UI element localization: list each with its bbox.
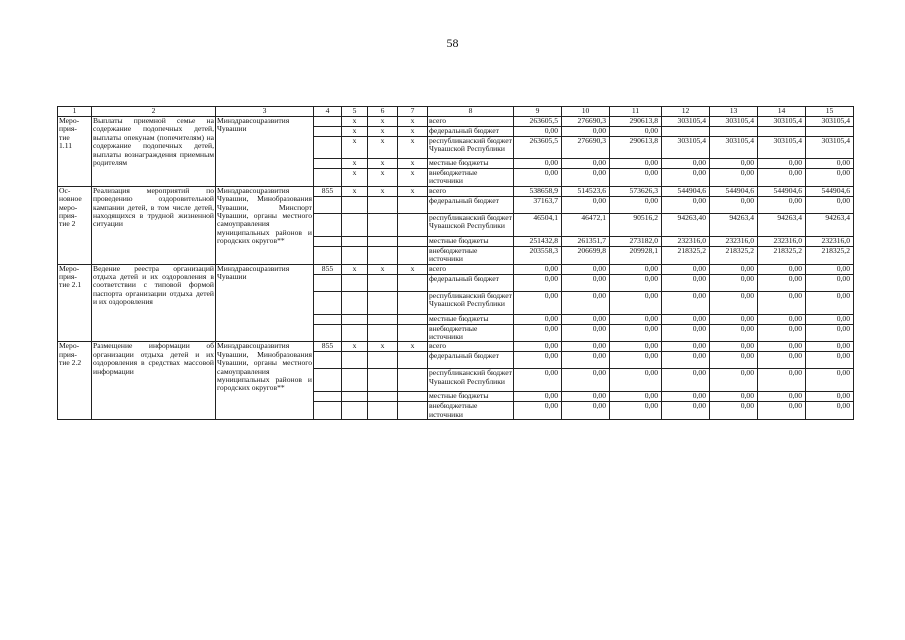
funding-source: всего xyxy=(428,264,514,274)
amount-cell: 232316,0 xyxy=(710,236,758,246)
amount-cell: 0,00 xyxy=(758,352,806,369)
amount-cell: 290613,8 xyxy=(610,137,662,159)
code-cell: х xyxy=(398,127,428,137)
amount-cell: 263605,5 xyxy=(514,137,562,159)
amount-cell: 0,00 xyxy=(514,352,562,369)
header-cell: 1 xyxy=(58,107,92,117)
amount-cell: 232316,0 xyxy=(806,236,854,246)
amount-cell xyxy=(662,127,710,137)
code-cell xyxy=(368,291,398,314)
amount-cell: 0,00 xyxy=(662,274,710,291)
code-cell xyxy=(314,352,342,369)
amount-cell: 276690,3 xyxy=(562,117,610,127)
amount-cell: 0,00 xyxy=(758,392,806,402)
amount-cell: 303105,4 xyxy=(662,137,710,159)
code-cell: х xyxy=(368,127,398,137)
funding-source: федеральный бюджет xyxy=(428,352,514,369)
amount-cell: 303105,4 xyxy=(758,137,806,159)
header-cell: 9 xyxy=(514,107,562,117)
amount-cell: 0,00 xyxy=(710,169,758,187)
amount-cell: 90516,2 xyxy=(610,213,662,236)
header-cell: 5 xyxy=(342,107,368,117)
header-cell: 7 xyxy=(398,107,428,117)
amount-cell: 0,00 xyxy=(662,196,710,213)
amount-cell: 0,00 xyxy=(758,264,806,274)
code-cell xyxy=(342,392,368,402)
funding-source: местные бюджеты xyxy=(428,314,514,324)
header-cell: 13 xyxy=(710,107,758,117)
code-cell xyxy=(368,246,398,264)
amount-cell: 0,00 xyxy=(514,274,562,291)
code-cell: х xyxy=(368,169,398,187)
amount-cell: 0,00 xyxy=(806,392,854,402)
amount-cell: 0,00 xyxy=(710,314,758,324)
amount-cell: 0,00 xyxy=(710,342,758,352)
amount-cell: 0,00 xyxy=(514,402,562,420)
amount-cell: 0,00 xyxy=(610,342,662,352)
amount-cell: 0,00 xyxy=(710,274,758,291)
funding-source: местные бюджеты xyxy=(428,392,514,402)
amount-cell: 0,00 xyxy=(662,324,710,342)
amount-cell: 0,00 xyxy=(610,369,662,392)
amount-cell: 0,00 xyxy=(562,196,610,213)
amount-cell: 0,00 xyxy=(562,324,610,342)
code-cell: 855 xyxy=(314,264,342,274)
amount-cell: 218325,2 xyxy=(662,246,710,264)
measure-id: Ос- новное меро- прия- тие 2 xyxy=(58,186,92,264)
code-cell xyxy=(342,352,368,369)
amount-cell: 303105,4 xyxy=(806,117,854,127)
amount-cell: 0,00 xyxy=(610,264,662,274)
amount-cell: 0,00 xyxy=(610,159,662,169)
amount-cell: 0,00 xyxy=(662,169,710,187)
amount-cell: 218325,2 xyxy=(710,246,758,264)
code-cell: х xyxy=(342,117,368,127)
code-cell xyxy=(314,117,342,127)
code-cell: х xyxy=(398,117,428,127)
code-cell: х xyxy=(398,342,428,352)
amount-cell: 263605,5 xyxy=(514,117,562,127)
amount-cell: 573626,3 xyxy=(610,186,662,196)
funding-source: всего xyxy=(428,342,514,352)
amount-cell xyxy=(806,127,854,137)
amount-cell: 0,00 xyxy=(758,369,806,392)
code-cell: х xyxy=(368,137,398,159)
amount-cell: 218325,2 xyxy=(806,246,854,264)
amount-cell: 0,00 xyxy=(610,314,662,324)
executor: Минздравсоцразвития Чувашии xyxy=(216,264,314,342)
executor: Минздравсоцразвития Чувашии, Минобразования Чувашии, органы местного самоуправления муниципальных районов и городских округов** xyxy=(216,342,314,420)
measure-id: Меро- прия- тие 2.1 xyxy=(58,264,92,342)
amount-cell: 0,00 xyxy=(758,169,806,187)
amount-cell: 0,00 xyxy=(662,352,710,369)
amount-cell: 0,00 xyxy=(514,342,562,352)
code-cell: х xyxy=(368,159,398,169)
amount-cell: 0,00 xyxy=(514,392,562,402)
funding-source: всего xyxy=(428,186,514,196)
code-cell: х xyxy=(398,169,428,187)
code-cell xyxy=(342,213,368,236)
amount-cell: 0,00 xyxy=(758,274,806,291)
code-cell xyxy=(342,236,368,246)
amount-cell: 0,00 xyxy=(710,196,758,213)
code-cell: 855 xyxy=(314,186,342,196)
amount-cell: 0,00 xyxy=(806,314,854,324)
code-cell xyxy=(398,352,428,369)
code-cell xyxy=(314,369,342,392)
amount-cell: 0,00 xyxy=(610,402,662,420)
funding-source: внебюджетные источники xyxy=(428,246,514,264)
code-cell xyxy=(342,291,368,314)
funding-source: федеральный бюджет xyxy=(428,196,514,213)
code-cell xyxy=(314,314,342,324)
amount-cell: 0,00 xyxy=(662,264,710,274)
code-cell xyxy=(368,324,398,342)
funding-source: местные бюджеты xyxy=(428,236,514,246)
header-cell: 2 xyxy=(92,107,216,117)
amount-cell: 0,00 xyxy=(806,402,854,420)
funding-source: местные бюджеты xyxy=(428,159,514,169)
amount-cell: 0,00 xyxy=(562,169,610,187)
amount-cell: 544904,6 xyxy=(710,186,758,196)
amount-cell: 0,00 xyxy=(562,392,610,402)
amount-cell: 0,00 xyxy=(514,314,562,324)
amount-cell xyxy=(758,127,806,137)
funding-source: федеральный бюджет xyxy=(428,127,514,137)
amount-cell: 0,00 xyxy=(610,127,662,137)
code-cell: х xyxy=(342,342,368,352)
amount-cell: 261351,7 xyxy=(562,236,610,246)
code-cell xyxy=(398,392,428,402)
code-cell xyxy=(314,169,342,187)
header-cell: 12 xyxy=(662,107,710,117)
amount-cell: 514523,6 xyxy=(562,186,610,196)
header-cell: 14 xyxy=(758,107,806,117)
amount-cell: 46504,1 xyxy=(514,213,562,236)
header-row xyxy=(58,107,854,117)
amount-cell: 0,00 xyxy=(710,264,758,274)
code-cell: х xyxy=(342,159,368,169)
amount-cell: 0,00 xyxy=(610,324,662,342)
financing-table xyxy=(57,106,854,420)
code-cell: 855 xyxy=(314,342,342,352)
amount-cell: 46472,1 xyxy=(562,213,610,236)
code-cell xyxy=(368,402,398,420)
funding-source: республиканский бюджет Чувашской Республики xyxy=(428,213,514,236)
code-cell xyxy=(398,196,428,213)
amount-cell: 0,00 xyxy=(758,314,806,324)
amount-cell: 0,00 xyxy=(514,127,562,137)
amount-cell: 0,00 xyxy=(514,291,562,314)
code-cell: х xyxy=(368,117,398,127)
amount-cell: 0,00 xyxy=(514,264,562,274)
code-cell: х xyxy=(342,137,368,159)
amount-cell: 303105,4 xyxy=(662,117,710,127)
code-cell xyxy=(398,246,428,264)
amount-cell: 0,00 xyxy=(806,291,854,314)
code-cell xyxy=(342,314,368,324)
table-row xyxy=(58,264,854,274)
code-cell xyxy=(398,213,428,236)
amount-cell: 232316,0 xyxy=(758,236,806,246)
amount-cell: 0,00 xyxy=(758,342,806,352)
code-cell xyxy=(398,291,428,314)
measure-name: Ведение реестра организаций отдыха детей и их оздоровления в соответствии с типовой формой паспорта организации отдыха детей и их оздоровления xyxy=(92,264,216,342)
amount-cell: 0,00 xyxy=(562,127,610,137)
amount-cell: 0,00 xyxy=(662,291,710,314)
amount-cell: 0,00 xyxy=(610,274,662,291)
amount-cell: 218325,2 xyxy=(758,246,806,264)
amount-cell: 0,00 xyxy=(514,369,562,392)
amount-cell: 290613,8 xyxy=(610,117,662,127)
header-cell: 4 xyxy=(314,107,342,117)
amount-cell: 0,00 xyxy=(610,169,662,187)
amount-cell: 0,00 xyxy=(806,342,854,352)
code-cell xyxy=(342,402,368,420)
code-cell: х xyxy=(368,264,398,274)
amount-cell: 209928,1 xyxy=(610,246,662,264)
amount-cell: 0,00 xyxy=(806,159,854,169)
amount-cell: 94263,4 xyxy=(758,213,806,236)
amount-cell: 273182,0 xyxy=(610,236,662,246)
amount-cell: 0,00 xyxy=(806,169,854,187)
amount-cell: 0,00 xyxy=(562,264,610,274)
code-cell xyxy=(314,274,342,291)
code-cell xyxy=(368,314,398,324)
code-cell xyxy=(314,137,342,159)
measure-name: Выплаты приемной семье на содержание подопечных детей, выплаты опекунам (попечителям) на содержание подопечных детей, выплаты вознаграждения приемным родителям xyxy=(92,117,216,187)
header-cell: 3 xyxy=(216,107,314,117)
amount-cell: 203558,3 xyxy=(514,246,562,264)
amount-cell: 0,00 xyxy=(562,352,610,369)
amount-cell: 0,00 xyxy=(562,291,610,314)
amount-cell: 544904,6 xyxy=(758,186,806,196)
amount-cell: 0,00 xyxy=(710,392,758,402)
amount-cell: 0,00 xyxy=(562,274,610,291)
amount-cell: 303105,4 xyxy=(806,137,854,159)
amount-cell: 0,00 xyxy=(562,314,610,324)
code-cell xyxy=(342,196,368,213)
code-cell: х xyxy=(342,127,368,137)
amount-cell: 0,00 xyxy=(562,402,610,420)
code-cell xyxy=(314,324,342,342)
funding-source: внебюджетные источники xyxy=(428,324,514,342)
header-cell: 15 xyxy=(806,107,854,117)
amount-cell: 251432,8 xyxy=(514,236,562,246)
executor: Минздравсоцразвития Чувашии, Минобразования Чувашии, Минспорт Чувашии, органы местного самоуправления муниципальных районов и городских округов** xyxy=(216,186,314,264)
code-cell xyxy=(314,213,342,236)
header-cell: 6 xyxy=(368,107,398,117)
code-cell xyxy=(314,127,342,137)
amount-cell: 0,00 xyxy=(514,159,562,169)
amount-cell: 0,00 xyxy=(710,352,758,369)
amount-cell: 0,00 xyxy=(710,402,758,420)
code-cell xyxy=(368,236,398,246)
code-cell xyxy=(342,324,368,342)
amount-cell: 37163,7 xyxy=(514,196,562,213)
code-cell: х xyxy=(342,169,368,187)
amount-cell: 0,00 xyxy=(662,342,710,352)
code-cell xyxy=(398,369,428,392)
page-number: 58 xyxy=(446,36,459,50)
code-cell: х xyxy=(368,342,398,352)
funding-source: всего xyxy=(428,117,514,127)
amount-cell: 0,00 xyxy=(562,342,610,352)
code-cell xyxy=(314,159,342,169)
code-cell xyxy=(398,402,428,420)
amount-cell: 0,00 xyxy=(610,291,662,314)
code-cell xyxy=(398,236,428,246)
amount-cell: 0,00 xyxy=(562,159,610,169)
amount-cell: 0,00 xyxy=(610,196,662,213)
code-cell xyxy=(342,246,368,264)
code-cell xyxy=(314,402,342,420)
amount-cell: 0,00 xyxy=(610,352,662,369)
code-cell: х xyxy=(398,137,428,159)
code-cell: х xyxy=(342,264,368,274)
amount-cell: 544904,6 xyxy=(662,186,710,196)
amount-cell: 0,00 xyxy=(806,274,854,291)
table-row xyxy=(58,186,854,196)
code-cell xyxy=(368,369,398,392)
code-cell xyxy=(342,274,368,291)
code-cell xyxy=(368,213,398,236)
amount-cell: 0,00 xyxy=(806,196,854,213)
code-cell xyxy=(314,392,342,402)
amount-cell: 94263,4 xyxy=(806,213,854,236)
amount-cell xyxy=(710,127,758,137)
amount-cell: 0,00 xyxy=(662,159,710,169)
table-row xyxy=(58,342,854,352)
amount-cell: 276690,3 xyxy=(562,137,610,159)
code-cell xyxy=(398,274,428,291)
table-row xyxy=(58,117,854,127)
amount-cell: 303105,4 xyxy=(710,137,758,159)
amount-cell: 0,00 xyxy=(662,314,710,324)
amount-cell: 0,00 xyxy=(758,159,806,169)
header-cell: 8 xyxy=(428,107,514,117)
code-cell xyxy=(342,369,368,392)
amount-cell: 0,00 xyxy=(514,169,562,187)
code-cell: х xyxy=(398,264,428,274)
amount-cell: 303105,4 xyxy=(710,117,758,127)
funding-source: республиканский бюджет Чувашской Республики xyxy=(428,291,514,314)
funding-source: федеральный бюджет xyxy=(428,274,514,291)
amount-cell: 0,00 xyxy=(662,392,710,402)
amount-cell: 0,00 xyxy=(610,392,662,402)
code-cell: х xyxy=(398,186,428,196)
code-cell xyxy=(398,314,428,324)
amount-cell: 0,00 xyxy=(758,324,806,342)
code-cell xyxy=(314,246,342,264)
amount-cell: 94263,4 xyxy=(710,213,758,236)
funding-source: внебюджетные источники xyxy=(428,169,514,187)
header-cell: 11 xyxy=(610,107,662,117)
code-cell: х xyxy=(342,186,368,196)
amount-cell: 0,00 xyxy=(710,369,758,392)
amount-cell: 0,00 xyxy=(662,369,710,392)
measure-id: Меро- прия- тие 1.11 xyxy=(58,117,92,187)
measure-name: Реализация мероприятий по проведению оздоровительной кампании детей, в том числе детей, находящихся в трудной жизненной ситуации xyxy=(92,186,216,264)
amount-cell: 303105,4 xyxy=(758,117,806,127)
code-cell xyxy=(368,392,398,402)
header-cell: 10 xyxy=(562,107,610,117)
amount-cell: 0,00 xyxy=(806,369,854,392)
code-cell xyxy=(368,274,398,291)
measure-id: Меро- прия- тие 2.2 xyxy=(58,342,92,420)
code-cell xyxy=(398,324,428,342)
amount-cell: 0,00 xyxy=(806,264,854,274)
amount-cell: 0,00 xyxy=(806,352,854,369)
code-cell xyxy=(314,236,342,246)
measure-name: Размещение информации об организации отдыха детей и их оздоровления в средствах массовой информации xyxy=(92,342,216,420)
code-cell xyxy=(368,196,398,213)
amount-cell: 0,00 xyxy=(710,324,758,342)
amount-cell: 232316,0 xyxy=(662,236,710,246)
amount-cell: 0,00 xyxy=(758,196,806,213)
amount-cell: 0,00 xyxy=(758,402,806,420)
amount-cell: 206699,8 xyxy=(562,246,610,264)
code-cell xyxy=(314,291,342,314)
code-cell xyxy=(368,352,398,369)
funding-source: внебюджетные источники xyxy=(428,402,514,420)
funding-source: республиканский бюджет Чувашской Республики xyxy=(428,369,514,392)
amount-cell: 0,00 xyxy=(806,324,854,342)
code-cell: х xyxy=(368,186,398,196)
amount-cell: 0,00 xyxy=(662,402,710,420)
amount-cell: 0,00 xyxy=(758,291,806,314)
amount-cell: 0,00 xyxy=(562,369,610,392)
code-cell xyxy=(314,196,342,213)
amount-cell: 0,00 xyxy=(710,291,758,314)
funding-source: республиканский бюджет Чувашской Республики xyxy=(428,137,514,159)
amount-cell: 0,00 xyxy=(514,324,562,342)
code-cell: х xyxy=(398,159,428,169)
amount-cell: 538658,9 xyxy=(514,186,562,196)
amount-cell: 0,00 xyxy=(710,159,758,169)
amount-cell: 544904,6 xyxy=(806,186,854,196)
executor: Минздравсоцразвития Чувашии xyxy=(216,117,314,187)
amount-cell: 94263,40 xyxy=(662,213,710,236)
